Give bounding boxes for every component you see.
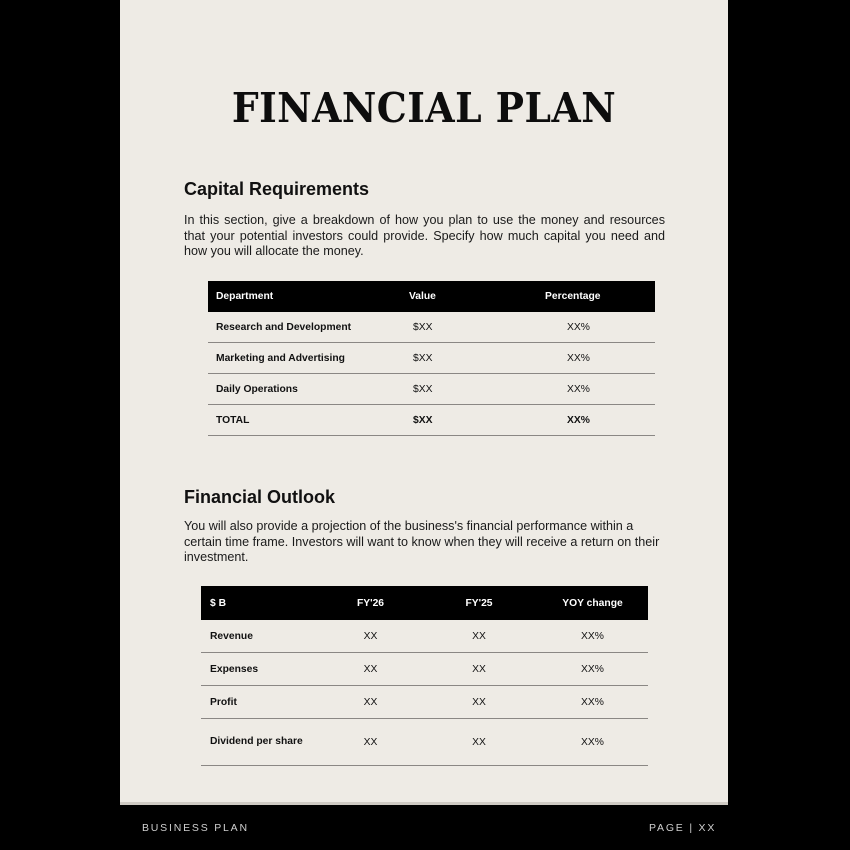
table-header-row xyxy=(201,586,648,620)
column-header: FY'26 xyxy=(311,586,421,620)
cell: XX xyxy=(311,620,421,653)
cell: XX% xyxy=(528,719,648,766)
cell: $XX xyxy=(401,374,511,405)
cell: Marketing and Advertising xyxy=(208,343,401,374)
section-heading-capital: Capital Requirements xyxy=(184,179,370,199)
cell: Daily Operations xyxy=(208,374,401,405)
cell: $XX xyxy=(401,405,511,436)
table-row xyxy=(201,653,648,686)
cell: XX% xyxy=(511,312,655,343)
cell: $XX xyxy=(401,343,511,374)
cell: XX% xyxy=(528,686,648,719)
page-title: FINANCIAL PLAN xyxy=(231,84,617,132)
cell: $XX xyxy=(401,312,511,343)
cell: Revenue xyxy=(201,620,311,653)
section-heading-outlook: Financial Outlook xyxy=(184,487,336,507)
cell: XX% xyxy=(528,620,648,653)
page-edge xyxy=(120,802,728,805)
table-row xyxy=(208,312,655,343)
table-row xyxy=(201,686,648,719)
footer-page-number: PAGE | XX xyxy=(649,822,717,834)
table-total-row xyxy=(208,405,655,436)
section-body-outlook: You will also provide a projection of the business's financial performance within a certain time frame. Investors will want to know when they will receive a return on their investment. xyxy=(184,519,660,564)
cell: XX xyxy=(421,653,528,686)
cell: Expenses xyxy=(201,653,311,686)
cell: Dividend per share xyxy=(201,719,311,766)
column-header: FY'25 xyxy=(421,586,528,620)
cell: TOTAL xyxy=(208,405,401,436)
column-header: Department xyxy=(208,281,401,312)
footer-doc-label: BUSINESS PLAN xyxy=(142,822,249,834)
financial-outlook-table xyxy=(201,586,648,766)
table-row xyxy=(201,620,648,653)
cell: XX% xyxy=(511,374,655,405)
cell: Profit xyxy=(201,686,311,719)
cell: XX xyxy=(421,686,528,719)
column-header: $ B xyxy=(201,586,311,620)
table-header-row xyxy=(208,281,655,312)
document-page xyxy=(120,0,728,805)
cell: Research and Development xyxy=(208,312,401,343)
cell: XX xyxy=(421,620,528,653)
column-header: YOY change xyxy=(528,586,648,620)
table-row xyxy=(208,374,655,405)
column-header: Percentage xyxy=(511,281,655,312)
cell: XX% xyxy=(511,405,655,436)
cell: XX xyxy=(421,719,528,766)
table-row xyxy=(208,343,655,374)
section-body-capital: In this section, give a breakdown of how you plan to use the money and resources that your potential investors could provide. Specify how much capital you need and how you will allocate the money. xyxy=(184,213,665,258)
cell: XX xyxy=(311,686,421,719)
cell: XX% xyxy=(528,653,648,686)
table-row xyxy=(201,719,648,766)
cell: XX xyxy=(311,653,421,686)
cell: XX xyxy=(311,719,421,766)
column-header: Value xyxy=(401,281,511,312)
capital-requirements-table xyxy=(208,281,655,436)
cell: XX% xyxy=(511,343,655,374)
